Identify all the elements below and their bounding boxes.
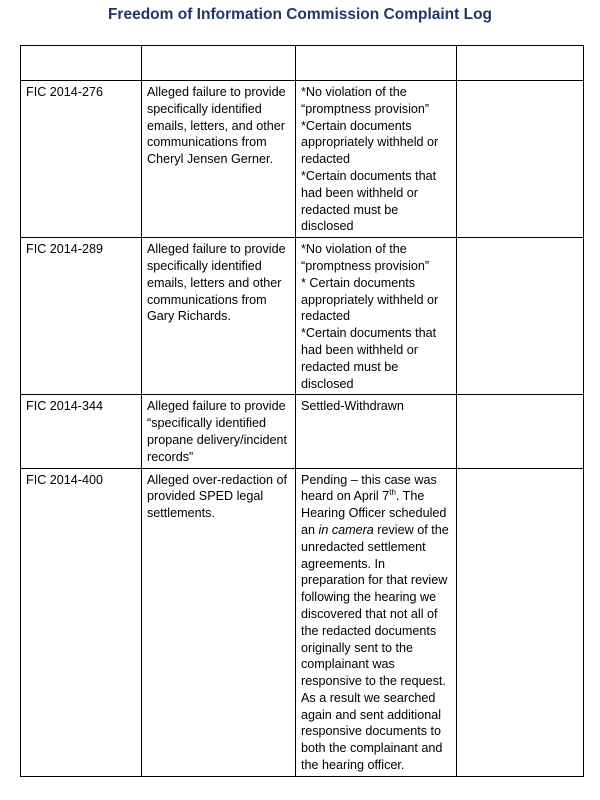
- outcome-text: review of the unredacted settlement agreements. In preparation for that review following the hearing we discovered that not all of the redacted documents originally sent to the complainant was responsive to the request. As a result we searched again and sent additional responsive documents to both the complainant and the hearing officer.: [301, 522, 449, 773]
- case-number-cell: FIC 2014-276: [21, 81, 142, 238]
- allegation-cell: Alleged over-redaction of provided SPED legal settlements.: [142, 468, 296, 776]
- outcome-line: *No violation of the “promptness provision”: [301, 85, 430, 116]
- notes-cell: [457, 468, 584, 776]
- outcome-line: *Certain documents that had been withheld or redacted must be disclosed: [301, 326, 437, 391]
- outcome-text: Pending – this case was heard on April 7: [301, 472, 437, 504]
- allegation-cell: Alleged failure to provide “specifically identified propane delivery/incident records”: [142, 395, 296, 468]
- table-header-row: [21, 46, 584, 81]
- outcome-line: Settled-Withdrawn: [301, 399, 404, 414]
- ordinal-suffix: th: [389, 488, 396, 498]
- table-row: [21, 395, 584, 468]
- notes-cell: [457, 238, 584, 395]
- header-cell: [457, 46, 584, 81]
- header-cell: [21, 46, 142, 81]
- page-title: Freedom of Information Commission Complaint Log: [107, 6, 493, 23]
- outcome-line: *Certain documents appropriately withheld or redacted: [301, 118, 439, 167]
- complaint-log-table: [20, 45, 584, 777]
- outcome-line: * Certain documents appropriately withheld or redacted: [301, 275, 439, 324]
- case-number-cell: FIC 2014-344: [21, 395, 142, 468]
- outcome-line: *No violation of the “promptness provision”: [301, 242, 430, 273]
- outcome-emphasis: in camera: [318, 522, 374, 537]
- allegation-cell: Alleged failure to provide specifically identified emails, letters and other communications from Gary Richards.: [142, 238, 296, 395]
- table-row: [21, 468, 584, 776]
- outcome-cell: [296, 81, 457, 238]
- header-cell: [142, 46, 296, 81]
- notes-cell: [457, 81, 584, 238]
- outcome-text: . The Hearing Officer scheduled an: [301, 489, 447, 537]
- case-number-cell: FIC 2014-289: [21, 238, 142, 395]
- table-row: [21, 238, 584, 395]
- outcome-cell: [296, 238, 457, 395]
- outcome-cell: [296, 395, 457, 468]
- outcome-cell: [296, 468, 457, 776]
- header-cell: [296, 46, 457, 81]
- notes-cell: [457, 395, 584, 468]
- case-number-cell: FIC 2014-400: [21, 468, 142, 776]
- outcome-line: *Certain documents that had been withheld or redacted must be disclosed: [301, 168, 437, 234]
- table-row: [21, 81, 584, 238]
- allegation-cell: Alleged failure to provide specifically identified emails, letters, and other communications from Cheryl Jensen Gerner.: [142, 81, 296, 238]
